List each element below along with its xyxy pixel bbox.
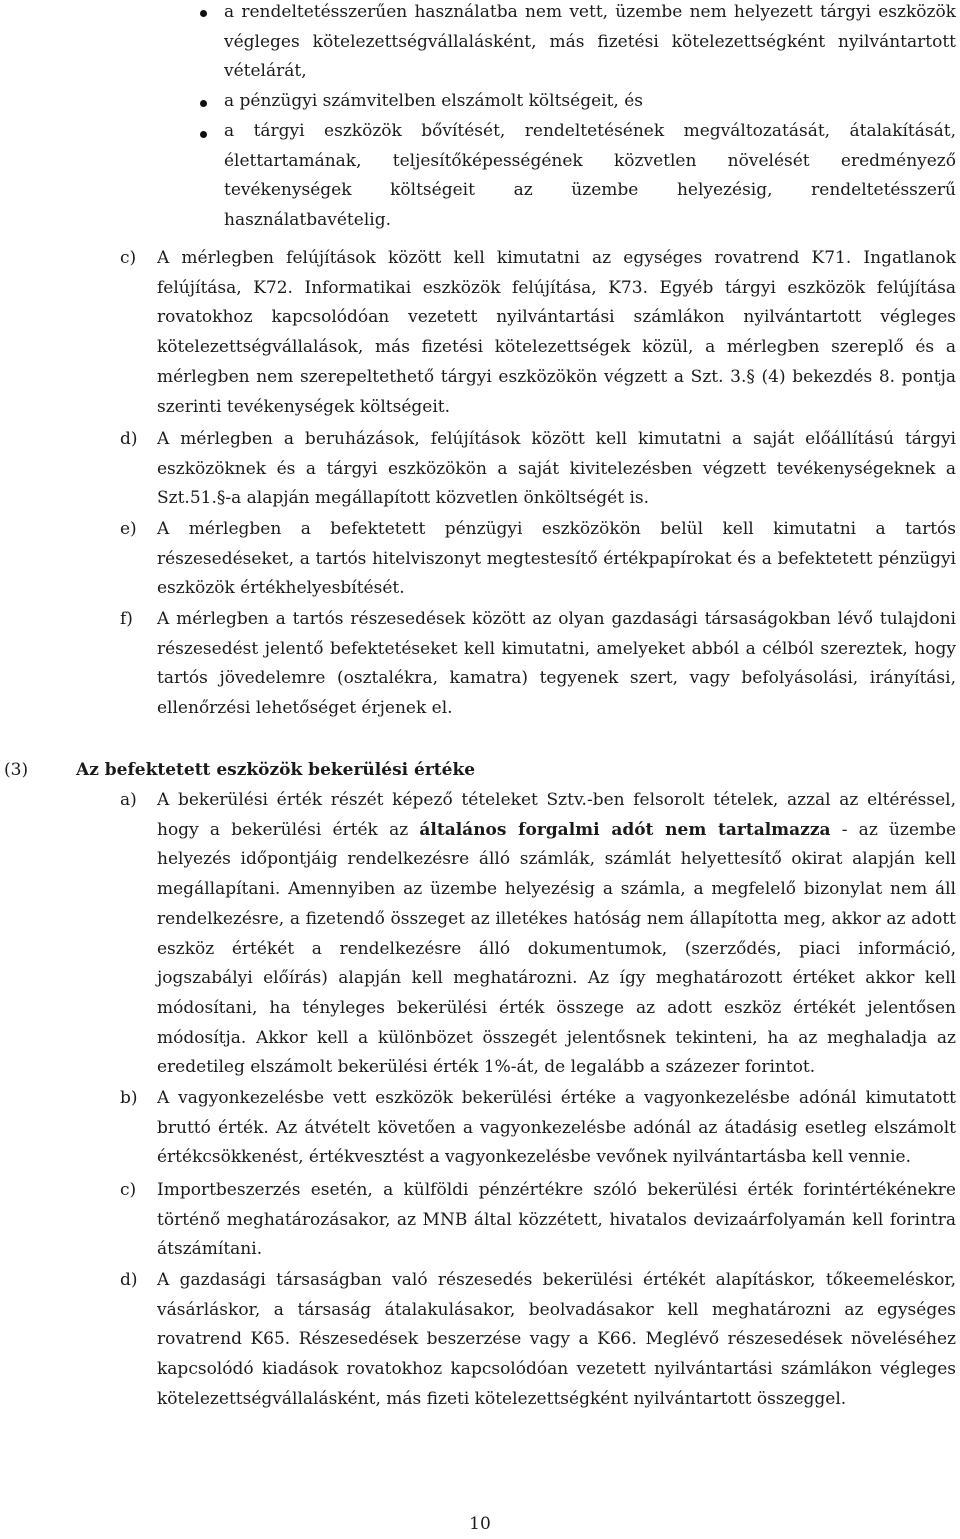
item-c-marker: c) — [120, 248, 137, 268]
item-a-text — [157, 786, 956, 1083]
item-d3-marker: d) — [120, 1270, 138, 1290]
item-a-text-before: A bekerülési érték részét képező tételeket Sztv.-ben felsorolt tételek, azzal az eltéréssel, hogy a bekerülési érték az — [157, 790, 956, 840]
item-d-marker: d) — [120, 429, 138, 449]
item-e-marker: e) — [120, 519, 137, 539]
item-c3-text: Importbeszerzés esetén, a külföldi pénzértékre szóló bekerülési érték forintértékénekre történő meghatározásakor, az MNB által közzétett, hivatalos devizaárfolyamán kell forintra átszámítani. — [157, 1180, 956, 1260]
bullet-dot-icon — [200, 131, 207, 138]
page-number: 10 — [469, 1514, 491, 1534]
item-e-text: A mérlegben a befektetett pénzügyi eszközökön belül kell kimutatni a tartós részesedéseket, a tartós hitelviszonyt megtestesítő értékpapírokat és a befektetett pénzügyi eszközök értékhelyesbítését. — [157, 519, 956, 599]
item-d-text: A mérlegben a beruházások, felújítások között kell kimutatni a saját előállítású tárgyi eszközöknek és a tárgyi eszközökön a saját kivitelezésben végzett tevékenységeknek a Szt.51.§-a alapján megállapított közvetlen önköltségét is. — [157, 429, 956, 509]
item-b-marker: b) — [120, 1088, 138, 1108]
item-a-marker: a) — [120, 790, 137, 810]
item-d3-text: A gazdasági társaságban való részesedés bekerülési értékét alapításkor, tőkeemeléskor, vásárláskor, a társaság átalakulásakor, beolvadásakor kell meghatározni az egységes rovatrend K65. Részesedések beszerzése vagy a K66. Meglévő részesedések növeléséhez kapcsolódó kiadások rovatokhoz kapcsolódóan vezetett nyilvántartási számlákon végleges kötelezettségvállalásként, más fizeti kötelezettségként nyilvántartott összeggel. — [157, 1270, 956, 1409]
bullet-item-3: a tárgyi eszközök bővítését, rendeltetésének megváltozatását, átalakítását, élettartamának, teljesítőképességének közvetlen növelését eredményező tevékenységek költségeit az üzembe helyezésig, rendeltetésszerű használatbavételig. — [224, 121, 956, 231]
item-c3-marker: c) — [120, 1180, 137, 1200]
item-c-text: A mérlegben felújítások között kell kimutatni az egységes rovatrend K71. Ingatlanok felújítása, K72. Informatikai eszközök felújítása, K73. Egyéb tárgyi eszközök felújítása rovatokhoz kapcsolódóan vezetett nyilvántartási számlákon nyilvántartott végleges kötelezettségvállalások, más fizetési kötelezettségek közül, a mérlegben szereplő és a mérlegben nem szerepeltethető tárgyi eszközökön végzett a Szt. 3.§ (4) bekezdés 8. pontja szerinti tevékenységek költségeit. — [157, 248, 956, 417]
bullet-item-2: a pénzügyi számvitelben elszámolt költségeit, és — [224, 91, 643, 111]
bullet-item-1: a rendeltetésszerűen használatba nem vett, üzembe nem helyezett tárgyi eszközök végleges kötelezettségvállalásként, más fizetési kötelezettségként nyilvántartott vételárát, — [224, 2, 956, 82]
section-title: Az befektetett eszközök bekerülési értéke — [76, 760, 476, 780]
section-number: (3) — [4, 760, 29, 780]
bullet-dot-icon — [200, 100, 207, 107]
bullet-dot-icon — [200, 10, 207, 17]
item-b-text: A vagyonkezelésbe vett eszközök bekerülési értéke a vagyonkezelésbe adónál kimutatott bruttó érték. Az átvételt követően a vagyonkezelésbe adónál az átadásig esetleg elszámolt értékcsökkenést, értékvesztést a vagyonkezelésbe vevőnek nyilvántartásba kell vennie. — [157, 1088, 956, 1168]
item-f-marker: f) — [120, 609, 133, 629]
item-f-text: A mérlegben a tartós részesedések között az olyan gazdasági társaságokban lévő tulajdoni részesedést jelentő befektetéseket kell kimutatni, amelyeket abból a célból szereztek, hogy tartós jövedelemre (osztalékra, kamatra) tegyenek szert, vagy befolyásolási, irányítási, ellenőrzési lehetőséget érjenek el. — [157, 609, 956, 719]
item-a-bold-phrase: általános forgalmi adót nem tartalmazza — [419, 819, 831, 840]
item-a-text-after: - az üzembe helyezés időpontjáig rendelkezésre álló számlák, számlát helyettesítő okirat alapján kell megállapítani. Amennyiben az üzembe helyezésig a számla, a megfelelő bizonylat nem áll rendelkezésre, a fizetendő összeget az illetékes hatóság nem állapította meg, akkor az adott eszköz értékét a rendelkezésre álló dokumentumok, (szerződés, piaci információ, jogszabályi előírás) alapján kell meghatározni. Az így meghatározott értéket akkor kell módosítani, ha tényleges bekerülési érték összege az adott eszköz értékét jelentősen módosítja. Akkor kell a különbözet összegét jelentősnek tekinteni, ha az meghaladja az eredetileg elszámolt bekerülési érték 1%-át, de legalább a százezer forintot. — [157, 819, 957, 1078]
